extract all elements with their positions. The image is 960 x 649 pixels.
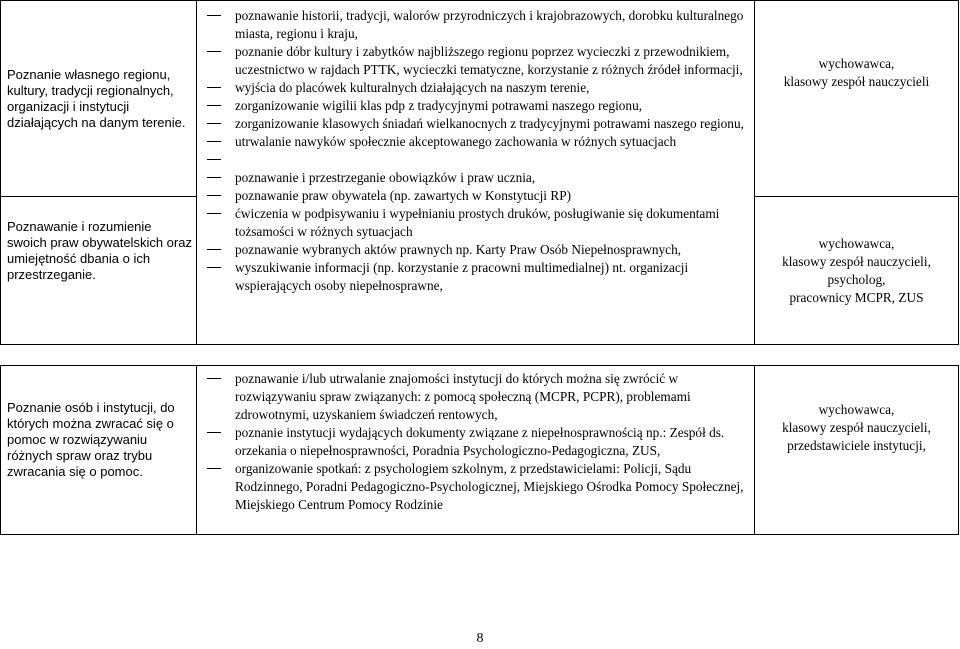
task-item: poznawanie wybranych aktów prawnych np. Karty Praw Osób Niepełnosprawnych, — [197, 241, 748, 259]
responsible-line: klasowy zespół nauczycieli — [783, 74, 930, 89]
task-item: poznawanie praw obywatela (np. zawartych w Konstytucji RP) — [197, 187, 748, 205]
task-item: poznawanie i przestrzeganie obowiązków i praw ucznia, — [197, 169, 748, 187]
responsible-cell — [755, 197, 959, 345]
goal-text: Poznanie osób i instytucji, do których można zwracać się o pomoc w rozwiązywaniu różnych spraw oraz trybu zwracania się o pomoc. — [7, 400, 175, 479]
goal-cell — [1, 197, 197, 345]
task-list — [197, 7, 754, 169]
responsible-cell — [755, 1, 959, 197]
task-item: poznanie dóbr kultury i zabytków najbliższego regionu poprzez wycieczki z przewodnikiem, uczestnictwo w rajdach PTTK, wycieczki tematyczne, korzystanie z różnych źródeł informacji, — [197, 43, 748, 79]
responsible-cell — [755, 366, 959, 535]
page-number: 8 — [476, 631, 484, 646]
task-item: wyjścia do placówek kulturalnych działających na naszym terenie, — [197, 79, 748, 97]
goal-cell — [1, 1, 197, 197]
tasks-cell — [197, 1, 755, 345]
task-item: wyszukiwanie informacji (np. korzystanie z pracowni multimedialnej) nt. organizacji wspierających osoby niepełnosprawne, — [197, 259, 748, 295]
task-item: poznawanie i/lub utrwalanie znajomości instytucji do których można się zwrócić w rozwiązywaniu spraw związanych: z pomocą społeczną (MCPR, PCPR), problemami zdrowotnymi, uzyskaniem świadczeń rentowych, — [197, 370, 748, 424]
task-item: zorganizowanie wigilii klas pdp z tradycyjnymi potrawami naszego regionu, — [197, 97, 748, 115]
task-list — [197, 370, 754, 514]
task-item: poznanie instytucji wydających dokumenty związane z niepełnosprawnością np.: Zespół ds. orzekania o niepełnosprawności, Poradnia Psychologiczno-Pedagogiczna, ZUS, — [197, 424, 748, 460]
tasks-cell — [197, 366, 755, 535]
task-item: organizowanie spotkań: z psychologiem szkolnym, z przedstawicielami: Policji, Sądu Rodzinnego, Poradni Pedagogiczno-Psychologicznej, Miejskiego Ośrodka Pomocy Społecznej, Miejskiego Centrum Pomocy Rodzinie — [197, 460, 748, 514]
goal-cell — [1, 366, 197, 535]
responsible-text — [755, 1, 958, 91]
responsible-line: psycholog, — [827, 271, 886, 287]
table-row — [1, 1, 959, 197]
task-item: poznawanie historii, tradycji, walorów przyrodniczych i krajobrazowych, dorobku kulturalnego miasta, regionu i kraju, — [197, 7, 748, 43]
table-row — [1, 366, 959, 535]
responsible-line: przedstawiciele instytucji, — [787, 438, 926, 453]
responsible-line: wychowawca, — [818, 56, 895, 71]
table-spacer — [1, 345, 959, 366]
responsible-line: klasowy zespół nauczycieli, — [782, 253, 931, 269]
task-item: utrwalanie nawyków społecznie akceptowanego zachowania w różnych sytuacjach — [197, 133, 748, 151]
goal-text: Poznanie własnego regionu, kultury, tradycji regionalnych, organizacji i instytucji działających na danym terenie. — [7, 66, 186, 130]
responsible-line: wychowawca, — [818, 402, 895, 417]
responsible-line: klasowy zespół nauczycieli, — [782, 420, 931, 435]
responsible-line: pracownicy MCPR, ZUS — [789, 289, 924, 305]
task-item — [197, 151, 748, 169]
responsible-text — [755, 235, 958, 307]
responsible-line: wychowawca, — [818, 235, 895, 251]
task-list — [197, 169, 754, 295]
responsible-text — [755, 366, 958, 455]
task-item: ćwiczenia w podpisywaniu i wypełnianiu prostych druków, posługiwanie się dokumentami tożsamości w różnych sytuacjach — [197, 205, 748, 241]
task-item: zorganizowanie klasowych śniadań wielkanocnych z tradycyjnymi potrawami naszego regionu, — [197, 115, 748, 133]
goal-text: Poznawanie i rozumienie swoich praw obywatelskich oraz umiejętność dbania o ich przestrzeganie. — [7, 219, 192, 282]
